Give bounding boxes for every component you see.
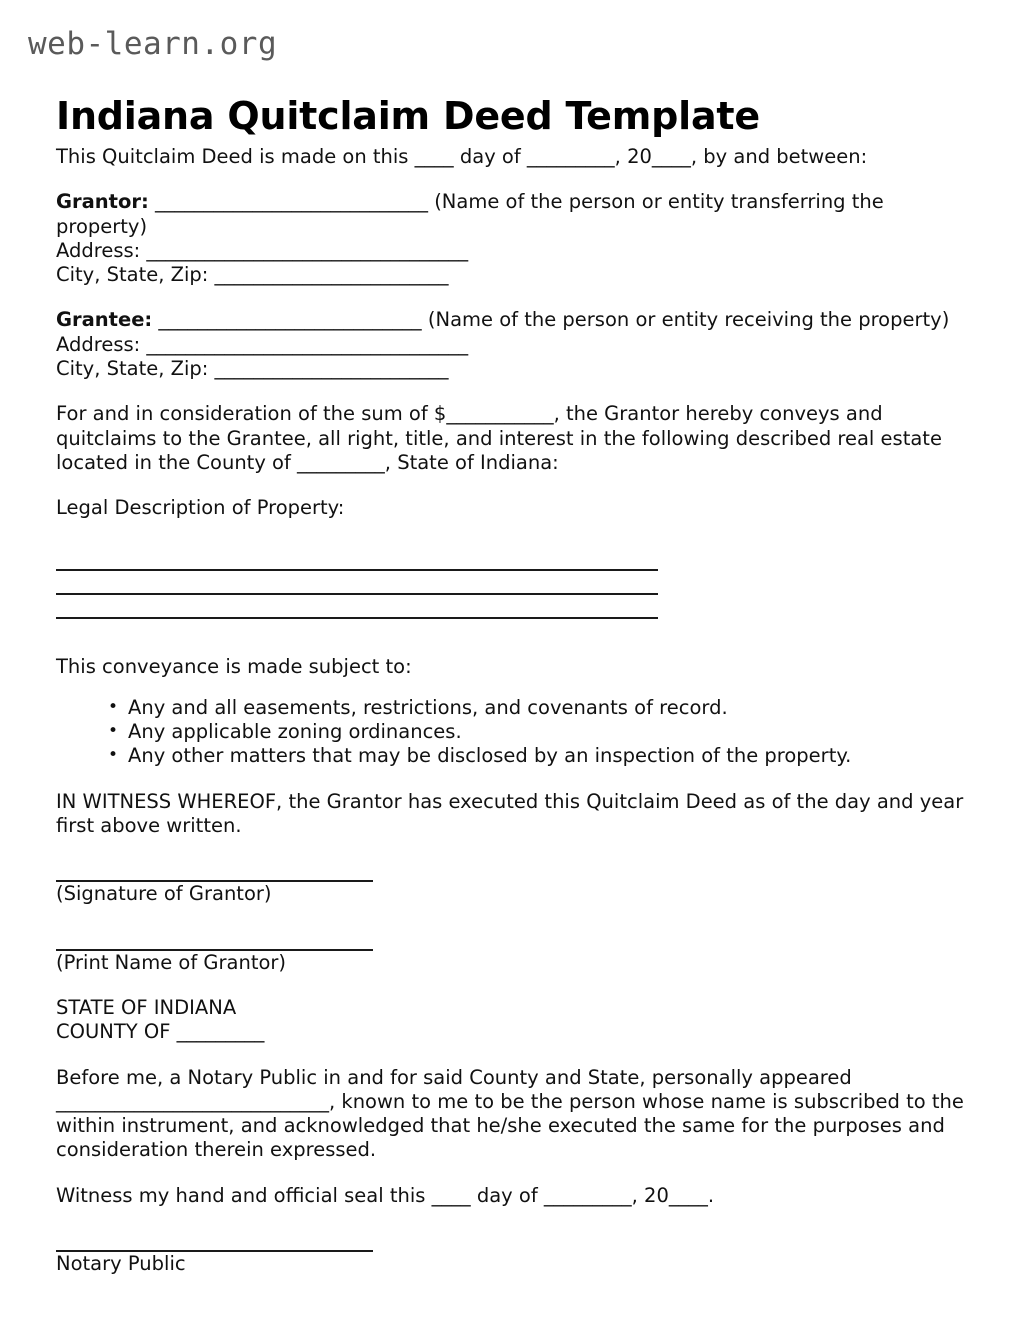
grantor-print-name-block (56, 949, 966, 975)
county-line: COUNTY OF _________ (56, 1020, 265, 1044)
grantee-name-line: ___________________________ (Name of the person or entity receiving the property) (152, 308, 950, 332)
spacer (56, 1208, 966, 1229)
grantee-city-state-zip-line: City, State, Zip: ________________________ (56, 357, 449, 381)
spacer (56, 645, 966, 655)
list-item: • Any other matters that may be disclosed by an inspection of the property. (108, 744, 966, 768)
grantor-signature-caption: (Signature of Grantor) (56, 882, 272, 906)
page-title: Indiana Quitclaim Deed Template (56, 94, 760, 139)
spacer (56, 624, 966, 645)
spacer (56, 521, 966, 542)
list-item: • Any applicable zoning ordinances. (108, 720, 966, 744)
spacer (56, 859, 966, 880)
grantee-address-line: Address: _________________________________ (56, 332, 469, 356)
spacer (56, 381, 966, 402)
spacer (56, 679, 966, 696)
grantor-label: Grantor: (56, 190, 149, 214)
grantor-address-line: Address: _________________________________ (56, 238, 469, 262)
intro-paragraph: This Quitclaim Deed is made on this ____ day of _________, 20____, by and between: (56, 145, 868, 168)
notary-signature-block (56, 1250, 966, 1276)
spacer (56, 928, 966, 949)
grantor-name-line: ____________________________ (Name of the person or entity transferring the property) (56, 190, 884, 238)
legal-description-blank-line[interactable] (56, 552, 966, 576)
spacer (56, 838, 966, 859)
witness-seal-line: Witness my hand and official seal this ____ day of _________, 20____. (56, 1183, 715, 1207)
spacer (56, 1163, 966, 1184)
spacer (56, 169, 966, 190)
grantor-city-state-zip-line: City, State, Zip: ________________________ (56, 263, 449, 287)
spacer (56, 1229, 966, 1250)
spacer (56, 769, 966, 790)
notary-public-caption: Notary Public (56, 1252, 186, 1276)
subject-heading: This conveyance is made subject to: (56, 654, 412, 678)
spacer (56, 542, 966, 552)
grantor-block (56, 190, 966, 239)
document-body (56, 145, 966, 1276)
consideration-paragraph: For and in consideration of the sum of $___________, the Grantor hereby conveys and quitclaims to the Grantee, all right, title, and interest in the following described real estate located in the County of _________, State of Indiana: (56, 402, 942, 474)
legal-description-blank-line[interactable] (56, 600, 966, 624)
legal-description-heading: Legal Description of Property: (56, 496, 345, 520)
grantor-signature-block (56, 880, 966, 906)
grantee-label: Grantee: (56, 308, 153, 332)
witness-clause: IN WITNESS WHEREOF, the Grantor has executed this Quitclaim Deed as of the day and year first above written. (56, 789, 964, 838)
list-item: • Any and all easements, restrictions, and covenants of record. (108, 696, 966, 720)
spacer (56, 475, 966, 496)
state-line: STATE OF INDIANA (56, 995, 237, 1019)
spacer (56, 287, 966, 308)
grantor-print-name-caption: (Print Name of Grantor) (56, 950, 287, 974)
spacer (56, 1045, 966, 1066)
grantee-block (56, 308, 966, 332)
legal-description-blank-line[interactable] (56, 576, 966, 600)
spacer (56, 907, 966, 928)
notary-paragraph: Before me, a Notary Public in and for said County and State, personally appeared ____________________________, known to me to be the person whose name is subscribed to the within instrument, and acknowledged that he/she executed the same for the purposes and consideration therein expressed. (56, 1065, 964, 1162)
spacer (56, 975, 966, 996)
subject-list (56, 696, 966, 769)
site-watermark: web-learn.org (28, 26, 278, 62)
